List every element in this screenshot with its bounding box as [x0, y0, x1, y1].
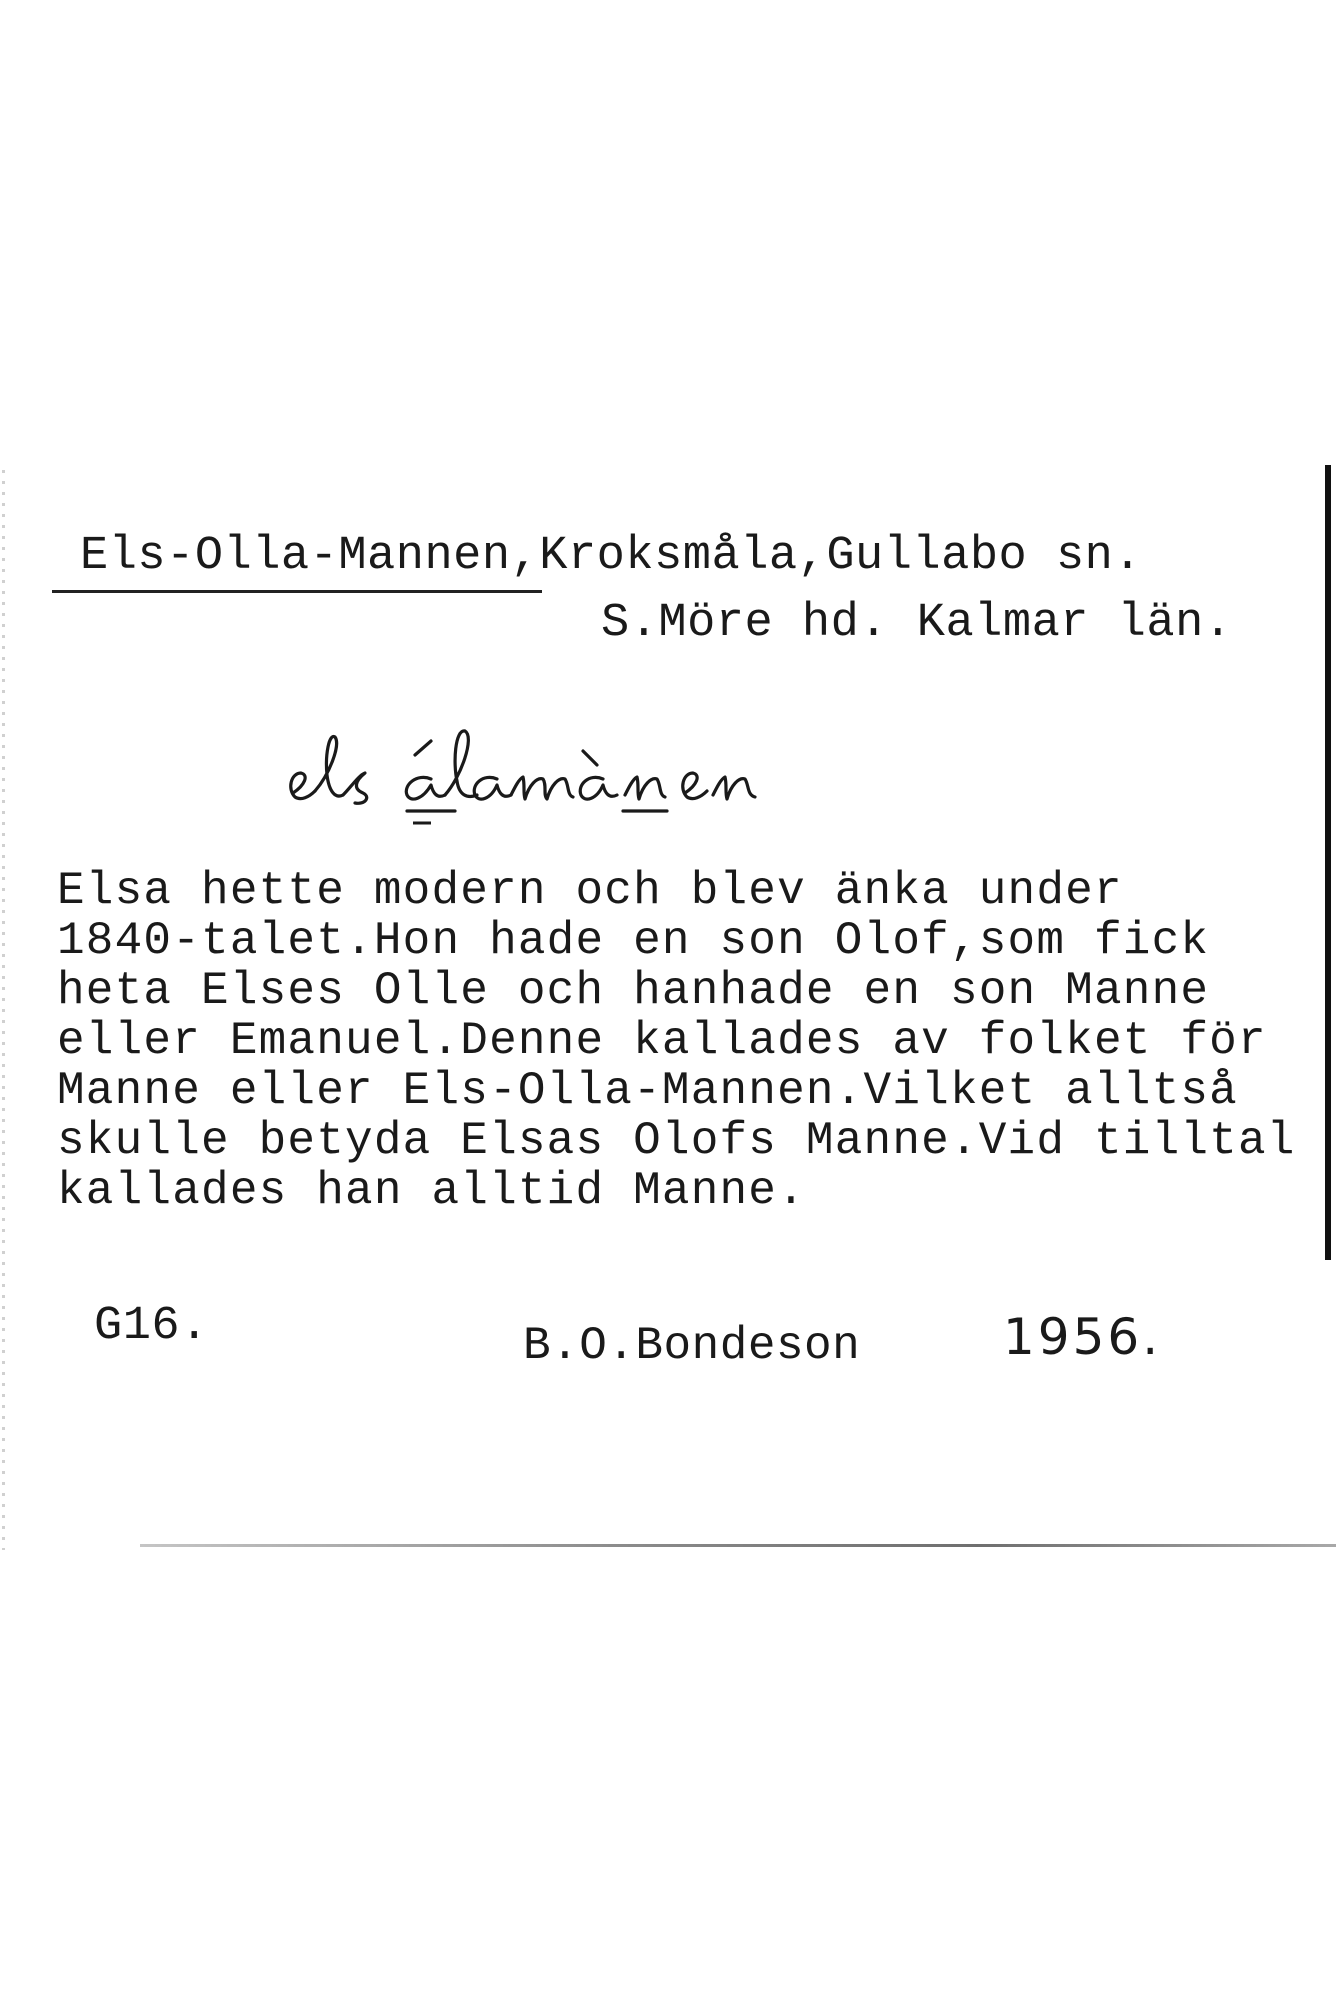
- body-line: kallades han alltid Manne.: [57, 1165, 806, 1217]
- card-header-title: Els-Olla-Mannen,Kroksmåla,Gullabo sn.: [80, 530, 1143, 583]
- handwritten-pronunciation: [285, 715, 890, 835]
- card-body-text: [57, 866, 1332, 1216]
- card-left-edge: [2, 470, 5, 1550]
- card-header-region: S.Möre hd. Kalmar län.: [601, 597, 1233, 650]
- body-line: skulle betyda Elsas Olofs Manne.Vid tilltal: [57, 1115, 1296, 1167]
- body-line: heta Elses Olle och hanhade en son Manne: [57, 965, 1210, 1017]
- collector-name: B.O.Bondeson: [523, 1320, 861, 1372]
- body-line: 1840-talet.Hon hade en son Olof,som fick: [57, 915, 1210, 967]
- body-line: Elsa hette modern och blev änka under: [57, 865, 1123, 917]
- header-underline: [52, 590, 542, 593]
- archive-code: G16.: [94, 1300, 209, 1353]
- body-line: Manne eller Els-Olla-Mannen.Vilket alltså: [57, 1065, 1238, 1117]
- body-line: eller Emanuel.Denne kallades av folket för: [57, 1015, 1267, 1067]
- card-bottom-edge: [140, 1544, 1336, 1547]
- record-year: 1956.: [1003, 1308, 1162, 1366]
